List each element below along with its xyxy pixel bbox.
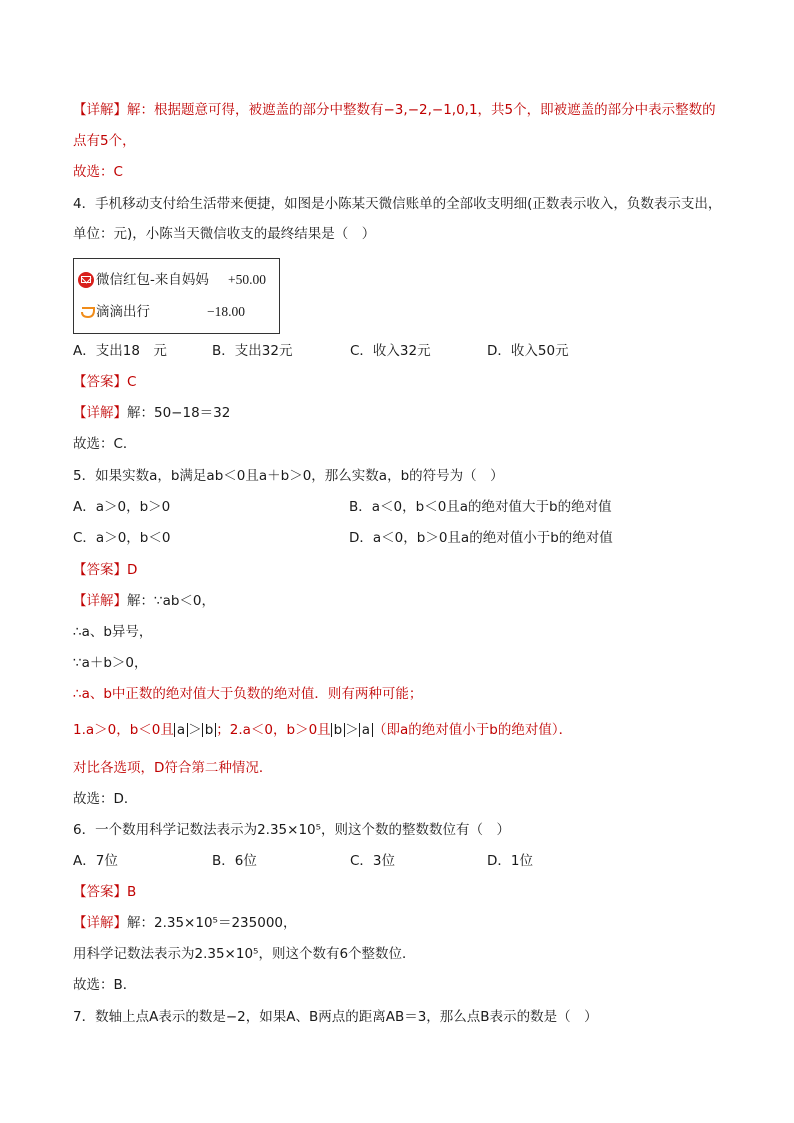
q4-stem-line2: 单位：元)，小陈当天微信收支的最终结果是（ ） [73, 226, 376, 242]
q5-detail1 [73, 591, 215, 611]
q3-detail-line2: 点有5个， [73, 133, 136, 149]
q4-stem-line1: 4．手机移动支付给生活带来便捷，如图是小陈某天微信账单的全部收支明细(正数表示收入，负数表示支出， [73, 196, 722, 212]
q5-option-d: D．a＜0，b＞0且a的绝对值小于b的绝对值 [349, 530, 613, 546]
q4-option-c: C．收入32元 [350, 343, 431, 359]
q6-choice: 故选：B． [73, 977, 137, 993]
q4-answer: 【答案】C [73, 374, 137, 390]
detail-text: 解：∵ab＜0， [127, 593, 216, 609]
abs-a: a [174, 723, 188, 737]
q5-answer: 【答案】D [73, 562, 138, 578]
detail-text: ；2.a＜0，b＞0且 [216, 722, 331, 738]
bill-amount: +50.00 [228, 272, 266, 287]
q4-detail [73, 403, 230, 423]
detail-text: ＞ [188, 722, 202, 738]
red-envelope-icon [78, 272, 94, 288]
q6-option-a: A．7位 [73, 853, 118, 869]
detail-text: ＞ [345, 722, 359, 738]
q4-option-b: B．支出32元 [212, 343, 293, 359]
q3-choice: 故选：C [73, 164, 123, 180]
detail-tag: 【详解】 [73, 102, 127, 118]
q5-detail4: ∴a、b中正数的绝对值大于负数的绝对值．则有两种可能； [73, 686, 423, 702]
detail-text: 解：2.35×10⁵＝235000， [127, 915, 297, 931]
detail-text: 1.a＞0，b＜0且 [73, 722, 174, 738]
detail-tag: 【详解】 [73, 593, 127, 609]
bill-row-didi [74, 297, 279, 327]
q4-option-a: A．支出18 元 [73, 343, 167, 359]
bill-label: 滴滴出行 [96, 304, 150, 320]
wechat-bill-figure [73, 258, 280, 334]
abs-b: b [202, 723, 217, 737]
bill-amount: −18.00 [207, 304, 245, 319]
q5-choice: 故选：D． [73, 791, 138, 807]
detail-tag: 【详解】 [73, 915, 127, 931]
q5-option-a: A．a＞0，b＞0 [73, 499, 171, 515]
bill-label: 微信红包-来自妈妈 [96, 272, 209, 288]
q5-detail3: ∵a＋b＞0， [73, 655, 148, 671]
detail-text: 解：50−18＝32 [127, 405, 231, 421]
detail-tag: 【详解】 [73, 405, 127, 421]
q4-choice: 故选：C． [73, 436, 137, 452]
q7-stem: 7．数轴上点A表示的数是−2，如果A、B两点的距离AB＝3，那么点B表示的数是（ ） [73, 1009, 598, 1025]
q6-answer: 【答案】B [73, 884, 137, 900]
q5-option-b: B．a＜0，b＜0且a的绝对值大于b的绝对值 [349, 499, 612, 515]
q5-detail5 [73, 720, 572, 740]
didi-icon [81, 306, 95, 318]
detail-text: （即a的绝对值小于b的绝对值）． [373, 722, 573, 738]
q3-detail-line1 [73, 100, 716, 120]
q5-detail6: 对比各选项，D符合第二种情况． [73, 760, 273, 776]
abs-a: a [359, 723, 373, 737]
q6-option-d: D．1位 [487, 853, 533, 869]
q6-detail1 [73, 913, 297, 933]
q5-detail2: ∴a、b异号， [73, 624, 153, 640]
detail-text: 解：根据题意可得，被遮盖的部分中整数有−3,−2,−1,0,1，共5个，即被遮盖的部分中表示整数的 [127, 102, 716, 118]
q4-option-d: D．收入50元 [487, 343, 569, 359]
q6-detail2: 用科学记数法表示为2.35×10⁵，则这个数有6个整数位． [73, 946, 416, 962]
bill-row-red-envelope [74, 265, 279, 295]
abs-b: b [331, 723, 346, 737]
q6-option-c: C．3位 [350, 853, 396, 869]
q5-option-c: C．a＞0，b＜0 [73, 530, 171, 546]
q6-option-b: B．6位 [212, 853, 257, 869]
q5-stem: 5．如果实数a，b满足ab＜0且a＋b＞0，那么实数a，b的符号为（ ） [73, 468, 504, 484]
q6-stem: 6．一个数用科学记数法表示为2.35×10⁵，则这个数的整数数位有（ ） [73, 822, 511, 838]
